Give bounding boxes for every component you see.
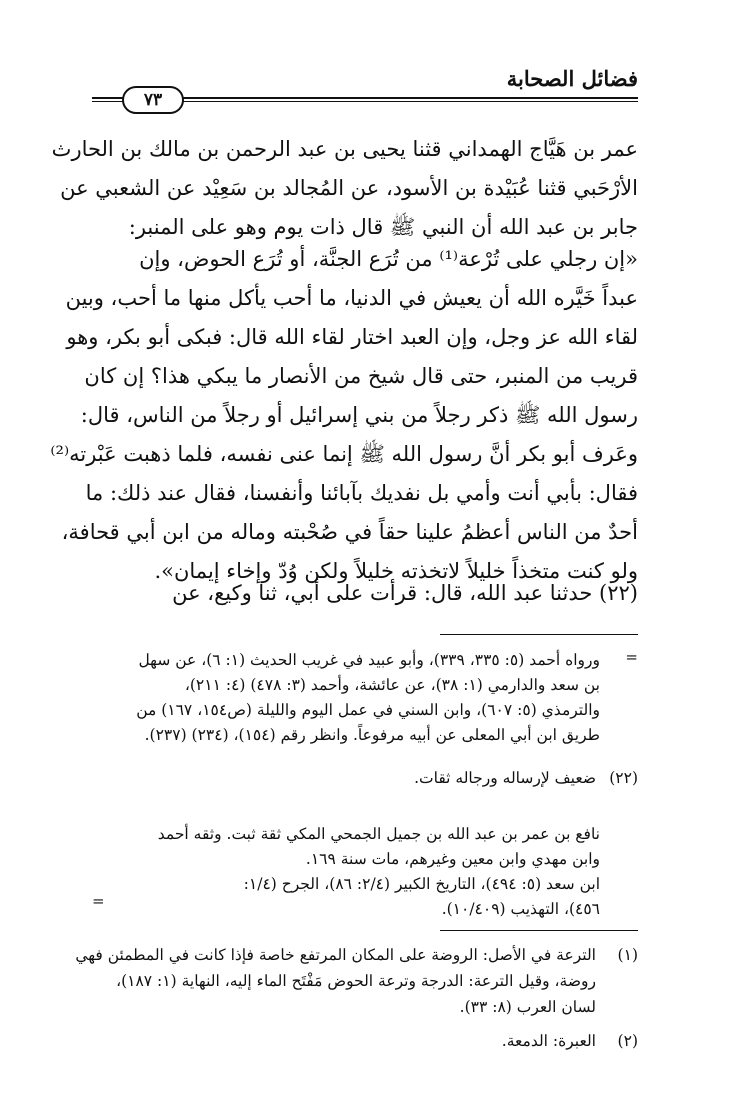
note-line: الترعة في الأصل: الروضة على المكان المرتفع خاصة فإذا كانت في المطمئن فهي (75, 946, 596, 964)
text-line: «إن رجلي على تُرْعة⁽¹⁾ من تُرَع الجنَّة، أو تُرَع الحوض، وإن (139, 247, 638, 271)
note-number: (١) (617, 946, 638, 964)
text-line: وعَرف أبو بكر أنَّ رسول الله ﷺ إنما عنى نفسه، فلما ذهبت عَبْرته⁽²⁾ (50, 442, 638, 466)
footnote-line: والترمذي (٥: ٦٠٧)، وابن السني في عمل اليوم والليلة (ص١٥٤، ١٦٧) من (136, 701, 600, 719)
text-line: قريب من المنبر، حتى قال شيخ من الأنصار ما يبكي هذا؟ إن كان (84, 364, 638, 388)
footnote-line: نافع بن عمر بن عبد الله بن جميل الجمحي المكي ثقة ثبت. وثقه أحمد (157, 825, 600, 843)
footnote-line: بن سعد والدارمي (١: ٣٨)، عن عائشة، وأحمد (٣: ٤٧٨) (٤: ٢١١)، (184, 676, 600, 694)
footnote-line: ضعيف لإرساله ورجاله ثقات. (414, 769, 596, 787)
footnote-number: (٢٢) (609, 769, 638, 787)
text-line: فقال: بأبي أنت وأمي بل نفديك بآبائنا وأنفسنا، فقال عند ذلك: ما (85, 481, 638, 505)
text-line: لقاء الله عز وجل، وإن العبد اختار لقاء الله قال: فبكى أبو بكر، وهو (66, 325, 638, 349)
end-mark: = (92, 892, 105, 910)
running-title: فضائل الصحابة (506, 66, 638, 91)
text-line: جابر بن عبد الله أن النبي ﷺ قال ذات يوم وهو على المنبر: (128, 215, 638, 239)
narrator-note (98, 822, 600, 922)
note-line: لسان العرب (٨: ٣٣). (459, 998, 596, 1016)
page-number: ٧٣ (122, 86, 184, 114)
text-line: ولو كنت متخذاً خليلاً لاتخذته خليلاً ولكن وُدّ وإخاء إيمان». (154, 559, 638, 583)
text-line: رسول الله ﷺ ذكر رجلاً من بني إسرائيل أو رجلاً من الناس، قال: (80, 403, 638, 427)
takhrij-continued (98, 648, 600, 748)
text-line: عمر بن هَيَّاج الهمداني قثنا يحيى بن عبد الرحمن بن مالك بن الحارث (51, 137, 638, 161)
hadith-22-start (98, 574, 638, 613)
note-item (75, 942, 638, 1020)
text-line: (٢٢) حدثنا عبد الله، قال: قرأت على أبي، ثنا وكيع، عن (172, 581, 638, 605)
text-line: الأرْحَبي قثنا عُبَيْدة بن الأسود، عن المُجالد بن سَعِيْد عن الشعبي عن (60, 176, 638, 200)
text-line: أحدٌ من الناس أعظمُ علينا حقاً في صُحْبته وماله من ابن أبي قحافة، (61, 520, 638, 544)
note-line: روضة، وقيل الترعة: الدرجة وترعة الحوض مَفْتَح الماء إليه، النهاية (١: ١٨٧)، (116, 972, 596, 990)
lexical-notes (75, 942, 638, 1054)
footnote-line: ٤٥٦)، التهذيب (١٠/٤٠٩). (441, 900, 600, 918)
note-number: (٢) (617, 1032, 638, 1050)
footnote-line: ابن سعد (٥: ٤٩٤)، التاريخ الكبير (٢/٤: ٨٦)، الجرح (١/٤: (243, 875, 600, 893)
takhrij-22 (98, 766, 638, 791)
note-line: العبرة: الدمعة. (501, 1032, 596, 1050)
hadith-matn (50, 240, 638, 591)
notes-rule (440, 930, 638, 931)
text-line: عبداً خَيَّره الله أن يعيش في الدنيا، ما أحب يأكل منها ما أحب، وبين (65, 286, 638, 310)
footnote-rule (440, 634, 638, 635)
note-item (98, 1028, 638, 1054)
footnote-line: طريق ابن أبي المعلى عن أبيه مرفوعاً. وانظر رقم (١٥٤)، (٢٣٤) (٢٣٧). (144, 726, 600, 744)
footnote-line: وابن مهدي وابن معين وغيرهم، مات سنة ١٦٩. (305, 850, 600, 868)
continuation-mark: = (625, 648, 638, 666)
hadith-isnad (51, 130, 638, 247)
footnote-line: ورواه أحمد (٥: ٣٣٥، ٣٣٩)، وأبو عبيد في غريب الحديث (١: ٦)، عن سهل (138, 651, 600, 669)
